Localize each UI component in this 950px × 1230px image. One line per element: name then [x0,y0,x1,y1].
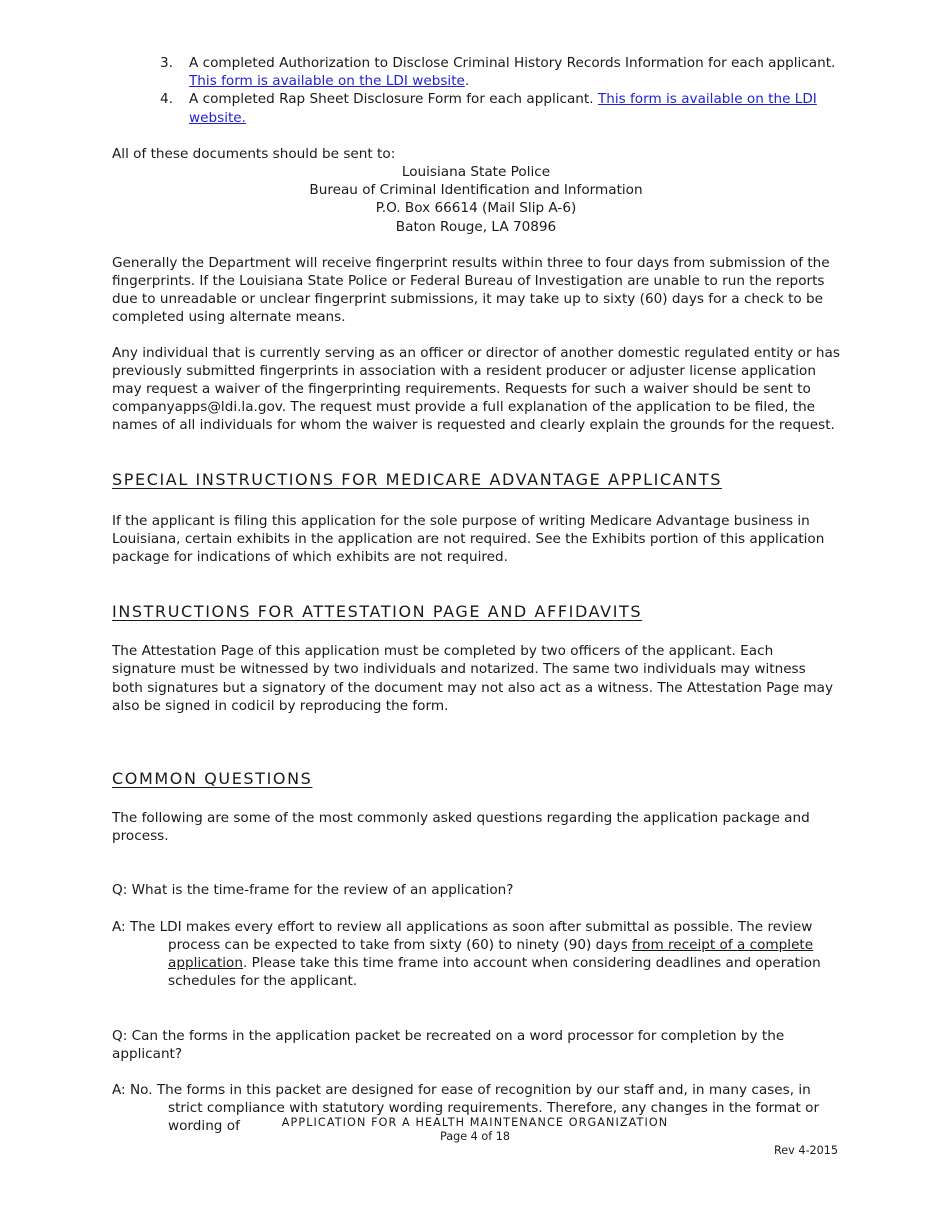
address-line: P.O. Box 66614 (Mail Slip A-6) [375,200,577,217]
mailing-address [112,163,840,236]
list-item-number: 4. [160,91,173,108]
attestation-paragraph: The Attestation Page of this application must be completed by two officers of the applicant. Each signature must be witnessed by two individuals and notarized. The same two individuals may witness both signatures but a signatory of the document may not also act as a witness. The Attestation Page may also be signed in codicil by reproducing the form. [112,643,834,714]
address-line: Baton Rouge, LA 70896 [395,218,557,235]
address-line: Louisiana State Police [401,164,551,181]
page-footer [0,1116,950,1144]
section-heading-medicare: SPECIAL INSTRUCTIONS FOR MEDICARE ADVANTAGE APPLICANTS [112,469,722,489]
section-heading-attestation: INSTRUCTIONS FOR ATTESTATION PAGE AND AFFIDAVITS [112,602,643,622]
list-item [112,54,840,90]
answer-text: . Please take this time frame into account when considering deadlines and operation schedules for the applicant. [168,955,821,990]
document-body [112,54,840,1136]
address-line: Bureau of Criminal Identification and Information [309,182,643,199]
question-timeframe: Q: What is the time-frame for the review of an application? [112,882,514,899]
question-forms: Q: Can the forms in the application packet be recreated on a word processor for completion by the applicant? [112,1027,785,1062]
page-number: Page 4 of 18 [440,1130,510,1143]
ldi-website-link[interactable]: This form is available on the LDI website. [189,91,817,126]
list-item-punctuation: . [464,73,470,90]
list-item [112,90,840,126]
list-item-text: A completed Rap Sheet Disclosure Form for each applicant. [189,91,598,108]
revision-label: Rev 4-2015 [774,1144,838,1157]
footer-title: APPLICATION FOR A HEALTH MAINTENANCE ORGANIZATION [281,1116,669,1129]
fingerprint-paragraph: Generally the Department will receive fingerprint results within three to four days from submission of the fingerprints. If the Louisiana State Police or Federal Bureau of Investigation are unable to run the reports due to unreadable or unclear fingerprint submissions, it may take up to sixty (60) days for a check to be completed using alternate means. [112,254,830,326]
list-item-text: A completed Authorization to Disclose Criminal History Records Information for each applicant. [189,55,836,71]
answer-emphasis: from receipt of a complete application [168,936,814,972]
waiver-paragraph: Any individual that is currently serving as an officer or director of another domestic regulated entity or has previously submitted fingerprints in association with a resident producer or adjuster license application may request a waiver of the fingerprinting requirements. Requests for such a waiver should be sent to companyapps@ldi.la.gov. The request must provide a full explanation of the application to be filed, the names of all individuals for whom the waiver is requested and clearly explain the grounds for the request. [112,344,840,434]
answer-timeframe [112,918,840,991]
answer-text: A: The LDI makes every effort to review all applications as soon after submittal as possible. The review process can be expected to take from sixty (60) to ninety (90) days [112,918,813,953]
list-item-number: 3. [160,55,173,71]
medicare-paragraph: If the applicant is filing this application for the sole purpose of writing Medicare Advantage business in Louisiana, certain exhibits in the application are not required. See the Exhibits portion of this application package for indications of which exhibits are not required. [112,512,825,566]
required-documents-list [112,54,840,127]
answer-forms: A: No. The forms in this packet are designed for ease of recognition by our staff and, in many cases, in strict compliance with statutory wording requirements. Therefore, any changes in the format or wording of [112,1081,820,1135]
section-heading-common-questions: COMMON QUESTIONS [112,769,313,789]
sent-to-intro: All of these documents should be sent to: [112,145,396,162]
ldi-website-link[interactable]: This form is available on the LDI website [189,73,465,90]
common-questions-intro: The following are some of the most commonly asked questions regarding the application package and process. [112,810,810,845]
